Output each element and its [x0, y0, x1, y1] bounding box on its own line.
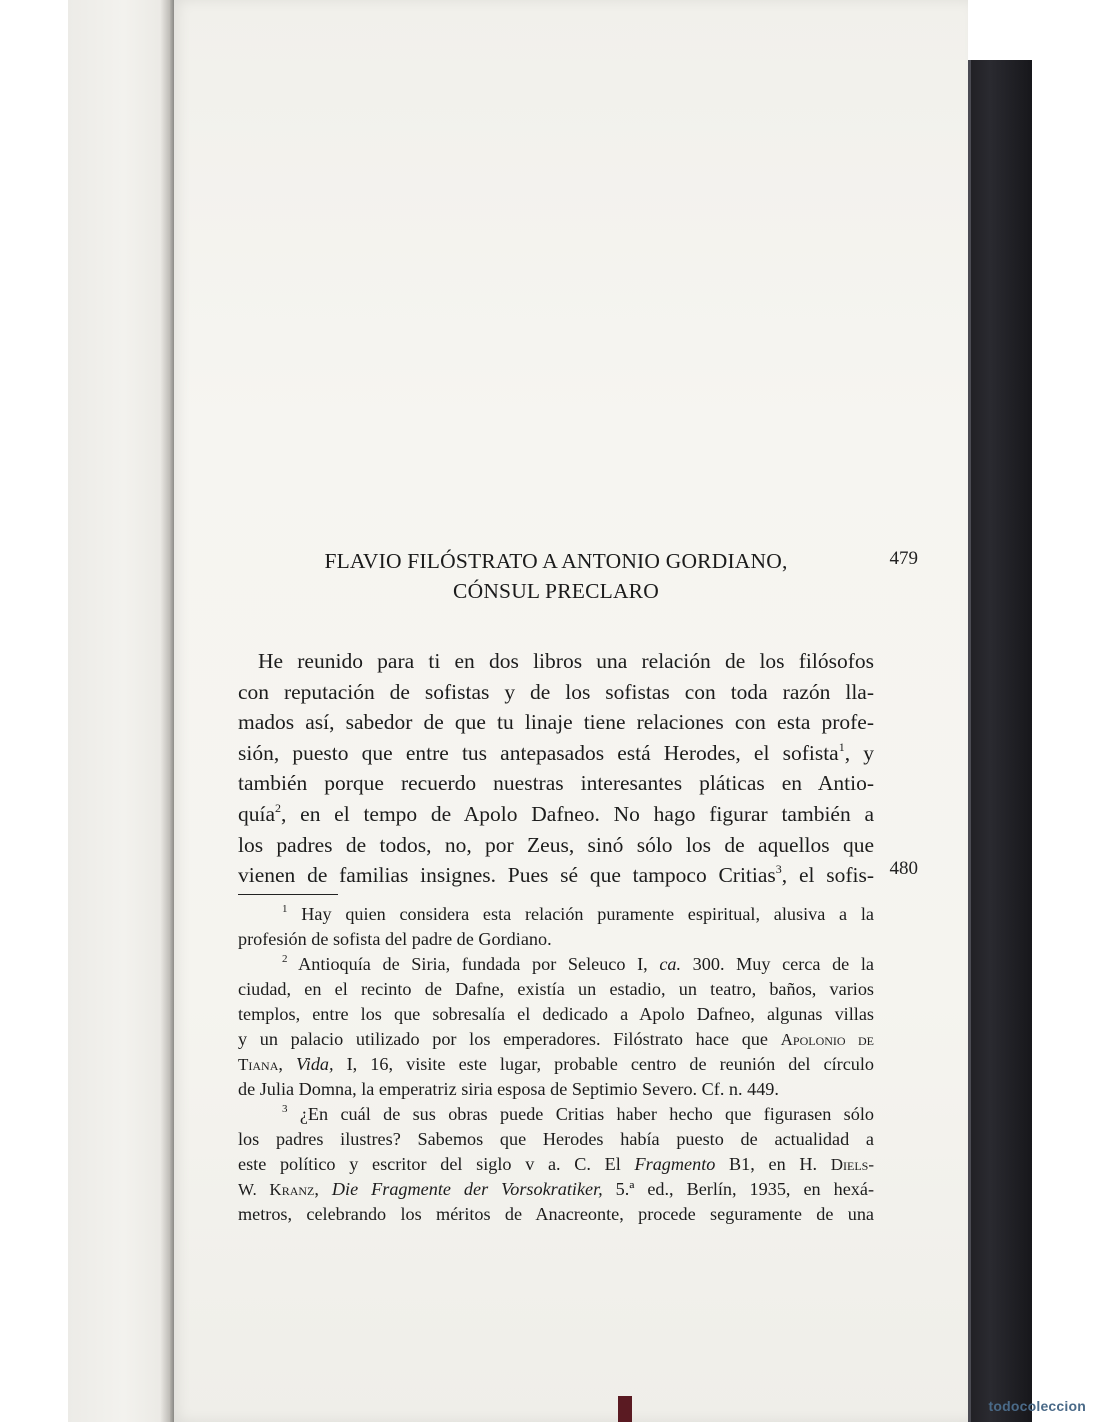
chapter-title: [236, 546, 876, 606]
body-line: sión, puesto que entre tus antepasados está Herodes, el sofista$^1$, y: [238, 739, 875, 765]
footnote-reference[interactable]: 3: [775, 862, 782, 877]
footnote-reference[interactable]: 1: [838, 739, 845, 754]
footnote-2-line: Tiana, Vida, I, 16, visite este lugar, probable centro de reunión del círculo: [238, 1054, 875, 1074]
title-line-1: FLAVIO FILÓSTRATO A ANTONIO GORDIANO,: [324, 549, 788, 573]
footnote-2-line: y un palacio utilizado por los emperadores. Filóstrato hace que Apolonio de: [238, 1029, 874, 1049]
footnote-number: 3: [282, 1103, 288, 1115]
footnote-2: $^2$ Antioquía de Siria, fundada por Seleuco I, ca. 300. Muy cerca de la: [282, 953, 874, 974]
footnote-3-line: W. Kranz, Die Fragmente der Vorsokratiker, 5.ª ed., Berlín, 1935, en hexá-: [238, 1179, 875, 1199]
footnote-text: Hay quien considera esta relación puramente espiritual, alusiva a la: [301, 904, 875, 924]
body-line: mados así, sabedor de que tu linaje tiene relaciones con esta profe-: [238, 710, 874, 735]
body-line: vienen de familias insignes. Pues sé que tampoco Critias$^3$, el sofis-: [238, 862, 875, 888]
body-paragraph: [238, 646, 874, 891]
book-cover-edge: [962, 60, 1032, 1422]
title-line-2: CÓNSUL PRECLARO: [453, 579, 659, 603]
footnotes: [238, 902, 874, 1227]
footnote-rule: [238, 894, 338, 895]
bookmark-ribbon: [618, 1396, 632, 1422]
footnote-3: $^3$ ¿En cuál de sus obras puede Critias haber hecho que figurasen sólo: [282, 1103, 874, 1124]
body-line: quía$^2$, en el tempo de Apolo Dafneo. No hago figurar también a: [238, 800, 874, 826]
watermark-logo: todocoleccion: [988, 1398, 1086, 1414]
page-gutter: [160, 0, 174, 1422]
footnote-3-line: este político y escritor del siglo v a. C. El Fragmento B1, en H. Diels-: [238, 1154, 874, 1174]
footnote-1-cont: profesión de sofista del padre de Gordiano.: [238, 929, 552, 949]
footnote-3-line: metros, celebrando los méritos de Anacreonte, procede seguramente de una: [238, 1204, 874, 1224]
footnote-2-line: templos, entre los que sobresalía el dedicado a Apolo Dafneo, algunas villas: [238, 1004, 874, 1024]
footnote-number: 2: [282, 953, 288, 965]
body-line: He reunido para ti en dos libros una relación de los filósofos: [258, 649, 874, 673]
margin-section-number: 479: [889, 548, 918, 569]
footnote-3-line: los padres ilustres? Sabemos que Herodes había puesto de actualidad a: [238, 1129, 874, 1149]
body-line: los padres de todos, no, por Zeus, sinó sólo los de aquellos que: [238, 832, 874, 857]
footnote-reference[interactable]: 2: [275, 800, 282, 815]
footnote-2-line: ciudad, en el recinto de Dafne, existía un estadio, un teatro, baños, varios: [238, 979, 874, 999]
footnote-1: [238, 902, 874, 927]
margin-section-number: 480: [889, 858, 918, 879]
footnote-number: 1: [282, 903, 288, 915]
footnote-2-line: de Julia Domna, la emperatriz siria esposa de Septimio Severo. Cf. n. 449.: [238, 1079, 779, 1099]
body-line: con reputación de sofistas y de los sofistas con toda razón lla-: [238, 679, 874, 704]
body-line: también porque recuerdo nuestras interesantes pláticas en Antio-: [238, 771, 874, 796]
